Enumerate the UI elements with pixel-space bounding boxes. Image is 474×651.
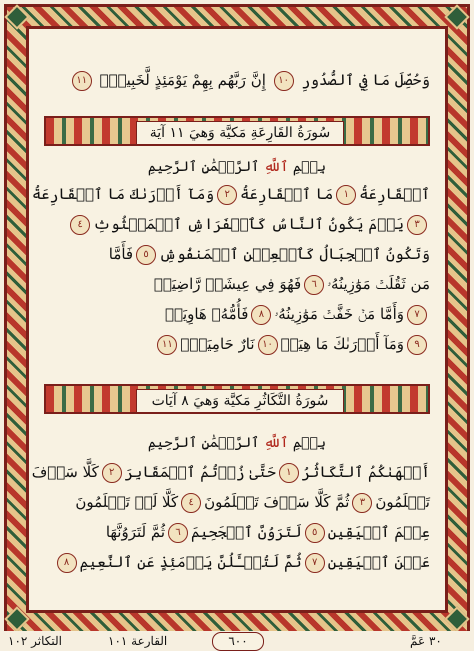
verse-line (44, 488, 430, 516)
verse-line (44, 270, 430, 298)
verse-text: وَتَكُونُ ٱلۡجِبَالُ كَٱلۡعِهۡنِ ٱلۡمَنفُوشِ (159, 245, 430, 263)
verse-text: مَا ٱلۡقَارِعَةُ (240, 185, 334, 203)
verse-text: عِلۡمَ ٱلۡيَقِينِ (327, 523, 430, 541)
verse-text: فَهُوَ فِي عِيشَةٖ رَّاضِيَةٖ (153, 275, 302, 293)
basmala-allah: ٱللَّهِ (263, 435, 289, 451)
ayah-marker: ١ (279, 463, 299, 483)
verse-text: نَارٌ حَامِيَةُۢ (180, 335, 255, 353)
ayah-marker: ١ (336, 185, 356, 205)
basmala-word: بِسۡمِ (292, 159, 327, 175)
ayah-marker: ٨ (251, 305, 271, 325)
ayah-marker: ٥ (136, 245, 156, 265)
ayah-marker: ٤ (181, 493, 201, 513)
verse-text: ثُمَّ لَتَرَوُنَّهَا (105, 523, 166, 541)
surah-ref-left: القارعة ١٠١ (108, 634, 168, 648)
verse-line (44, 210, 430, 238)
verse-text: فَأُمُّهُۥ هَاوِيَةٞ (164, 305, 249, 323)
verse-text: وَحُصِّلَ مَا فِي ٱلصُّدُورِ (301, 71, 430, 89)
verse-text: ٱلۡقَارِعَةُ (359, 185, 430, 203)
basmala-word: ٱلرَّحۡمَٰنِ ٱلرَّحِيمِ (147, 435, 260, 451)
verse-line (44, 548, 430, 576)
surah-ref-right: التكاثر ١٠٢ (8, 634, 63, 648)
verse-text: مَن ثَقُلَتۡ مَوَٰزِينُهُۥ (327, 275, 430, 293)
verse-text: ثُمَّ لَتُسۡـَٔلُنَّ يَوۡمَئِذٍ عَنِ ٱلنَّعِيمِ (79, 553, 302, 571)
ayah-marker: ٥ (305, 523, 325, 543)
basmala-word: ٱلرَّحۡمَٰنِ ٱلرَّحِيمِ (147, 159, 260, 175)
verse-text: إِنَّ رَبَّهُم بِهِمْ يَوْمَئِذٍ لَّخَبِيرٌۢ (99, 71, 266, 89)
ayah-marker: ٩ (407, 335, 427, 355)
ayah-marker: ٢ (102, 463, 122, 483)
verse-text: تَعۡلَمُونَ (375, 493, 430, 511)
verse-text: عَيۡنَ ٱلۡيَقِينِ (327, 553, 430, 571)
verse-text: ثُمَّ كَلَّا سَوۡفَ تَعۡلَمُونَ (204, 493, 350, 511)
ayah-marker: ٤ (70, 215, 90, 235)
verse-line (31, 458, 430, 486)
juz-label: ٣٠ عَمَّ (410, 634, 442, 648)
top-verse-line (44, 66, 430, 94)
verse-line (32, 180, 430, 208)
ayah-marker: ٣ (352, 493, 372, 513)
ayah-marker: ٧ (407, 305, 427, 325)
surah-title: سُورَةُ التَّكَاثُرِ مَكيَّة وَهيَ ٨ آيَات (136, 389, 344, 413)
verse-line (44, 330, 430, 358)
surah-title: سُورَةُ القَارِعَةِ مَكيَّة وَهيَ ١١ آيَة (136, 121, 344, 145)
surah-header-qariah (44, 116, 430, 146)
verse-text: فَأَمَّا (108, 245, 134, 263)
verse-text: وَمَآ أَدۡرَىٰكَ مَا ٱلۡقَارِعَةُ (32, 185, 215, 203)
ayah-marker: ٢ (217, 185, 237, 205)
ayah-marker: ٣ (407, 215, 427, 235)
ayah-marker: ٧ (305, 553, 325, 573)
ayah-marker: ١١ (72, 71, 92, 91)
ayah-marker: ١٠ (258, 335, 278, 355)
ayah-marker: ١٠ (274, 71, 294, 91)
verse-text: أَلۡهَىٰكُمُ ٱلتَّكَاثُرُ (301, 463, 430, 481)
basmala (44, 432, 430, 454)
verse-line (44, 240, 430, 268)
verse-line (44, 300, 430, 328)
surah-header-takathur (44, 384, 430, 414)
verse-text: كَلَّا سَوۡفَ (31, 463, 99, 481)
ayah-marker: ٨ (57, 553, 77, 573)
basmala-word: بِسۡمِ (292, 435, 327, 451)
basmala-allah: ٱللَّهِ (263, 159, 289, 175)
ayah-marker: ٦ (304, 275, 324, 295)
verse-text: وَأَمَّا مَنۡ خَفَّتۡ مَوَٰزِينُهُۥ (274, 305, 404, 323)
verse-text: حَتَّىٰ زُرۡتُمُ ٱلۡمَقَابِرَ (124, 463, 276, 481)
verse-text: لَتَرَوُنَّ ٱلۡجَحِيمَ (191, 523, 302, 541)
verse-text: يَوۡمَ يَكُونُ ٱلنَّاسُ كَٱلۡفَرَاشِ ٱلۡمَبۡثُوثِ (93, 215, 404, 233)
basmala (44, 156, 430, 178)
verse-text: وَمَآ أَدۡرَىٰكَ مَا هِيَهۡ (280, 335, 404, 353)
page-number: ٦٠٠ (212, 632, 264, 651)
page-footer (0, 631, 474, 651)
verse-line (44, 518, 430, 546)
verse-text: كَلَّا لَوۡ تَعۡلَمُونَ (75, 493, 179, 511)
ayah-marker: ١١ (157, 335, 177, 355)
ayah-marker: ٦ (168, 523, 188, 543)
